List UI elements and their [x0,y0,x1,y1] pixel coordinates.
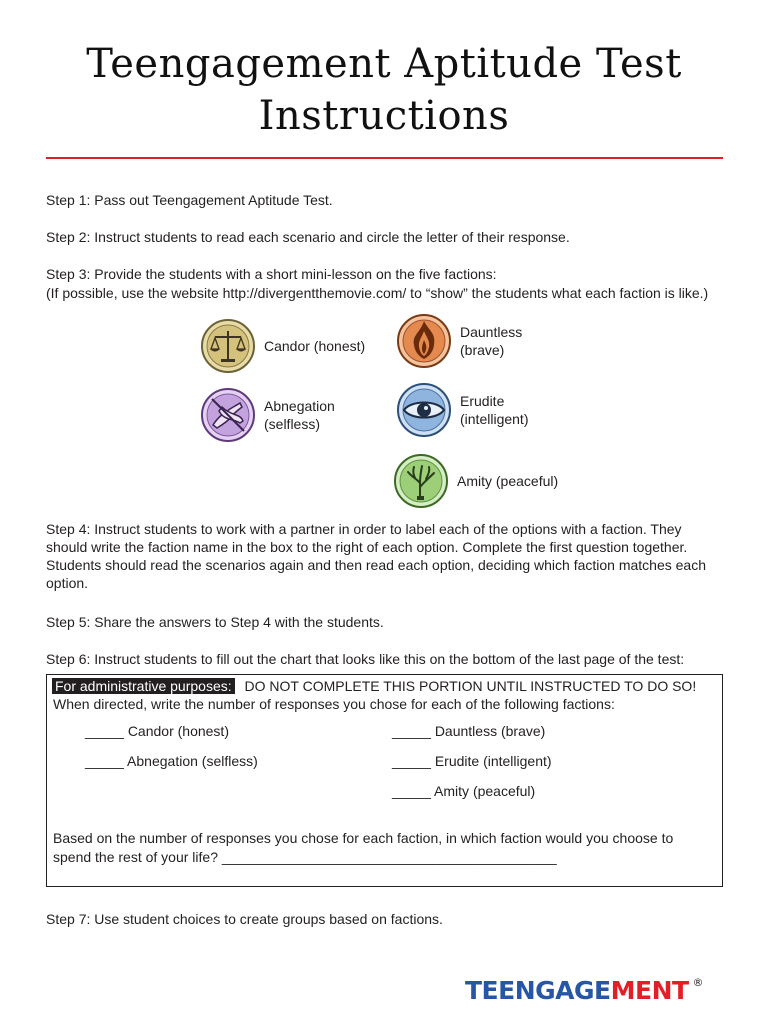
step-4: Step 4: Instruct students to work with a partner in order to label each of the options with a faction. They should write the faction name in the box to the right of each option. Complete the first question together. Students should read the scenarios again and then read each option, deciding which faction matches each option. [46,521,706,591]
erudite-label [460,392,528,428]
abnegation-label [264,397,335,433]
title-divider [46,157,723,159]
faction-candor [200,318,365,374]
tally-candor: _____ Candor (honest) [85,723,229,739]
dauntless-label [460,323,522,359]
title-line-2: Instructions [258,93,510,139]
step-7: Step 7: Use student choices to create groups based on factions. [46,911,443,927]
step-3: Step 3: Provide the students with a short mini-lesson on the five factions: [46,266,497,282]
tally-dauntless: _____ Dauntless (brave) [392,723,546,739]
page-title [0,38,768,142]
tally-amity: _____ Amity (peaceful) [392,783,536,799]
step-1: Step 1: Pass out Teengagement Aptitude Test. [46,192,333,208]
step-3-note: (If possible, use the website http://divergentthemovie.com/ to “show” the students what each faction is like.) [46,285,709,301]
tally-abnegation: _____ Abnegation (selfless) [85,753,258,769]
candor-label: Candor (honest) [264,338,366,354]
eye-icon [396,382,452,438]
faction-erudite [396,382,528,438]
hands-icon [200,387,256,443]
tree-icon [393,453,449,509]
faction-abnegation [200,387,335,443]
logo-part-1: TEENGAGE [465,976,611,1005]
step-6: Step 6: Instruct students to fill out the chart that looks like this on the bottom of the last page of the test: [46,651,685,667]
tally-erudite: _____ Erudite (intelligent) [392,753,552,769]
dauntless-name: Dauntless [460,324,523,340]
logo-part-2: MENT [610,976,689,1005]
title-line-1: Teengagement Aptitude Test [86,41,682,87]
faction-amity [393,453,558,509]
admin-question-2: spend the rest of your life? ___________________________________________ [53,849,557,865]
erudite-name: Erudite [460,393,505,409]
amity-label: Amity (peaceful) [457,473,559,489]
erudite-trait: (intelligent) [460,411,529,427]
admin-question-1: Based on the number of responses you chose for each faction, in which faction would you choose to [53,830,674,846]
faction-dauntless [396,313,522,369]
dauntless-trait: (brave) [460,342,505,358]
admin-warning: DO NOT COMPLETE THIS PORTION UNTIL INSTRUCTED TO DO SO! [244,678,697,694]
admin-chart [46,674,723,887]
step-5: Step 5: Share the answers to Step 4 with the students. [46,614,384,630]
abnegation-trait: (selfless) [264,416,321,432]
flame-icon [396,313,452,369]
teengagement-logo [465,976,703,1005]
admin-directions: When directed, write the number of responses you chose for each of the following factions: [53,696,615,712]
admin-tag: For administrative purposes: [52,678,235,694]
step-2: Step 2: Instruct students to read each scenario and circle the letter of their response. [46,229,570,245]
scales-icon [200,318,256,374]
registered-mark: ® [692,976,704,989]
admin-header [50,677,696,695]
abnegation-name: Abnegation [264,398,335,414]
